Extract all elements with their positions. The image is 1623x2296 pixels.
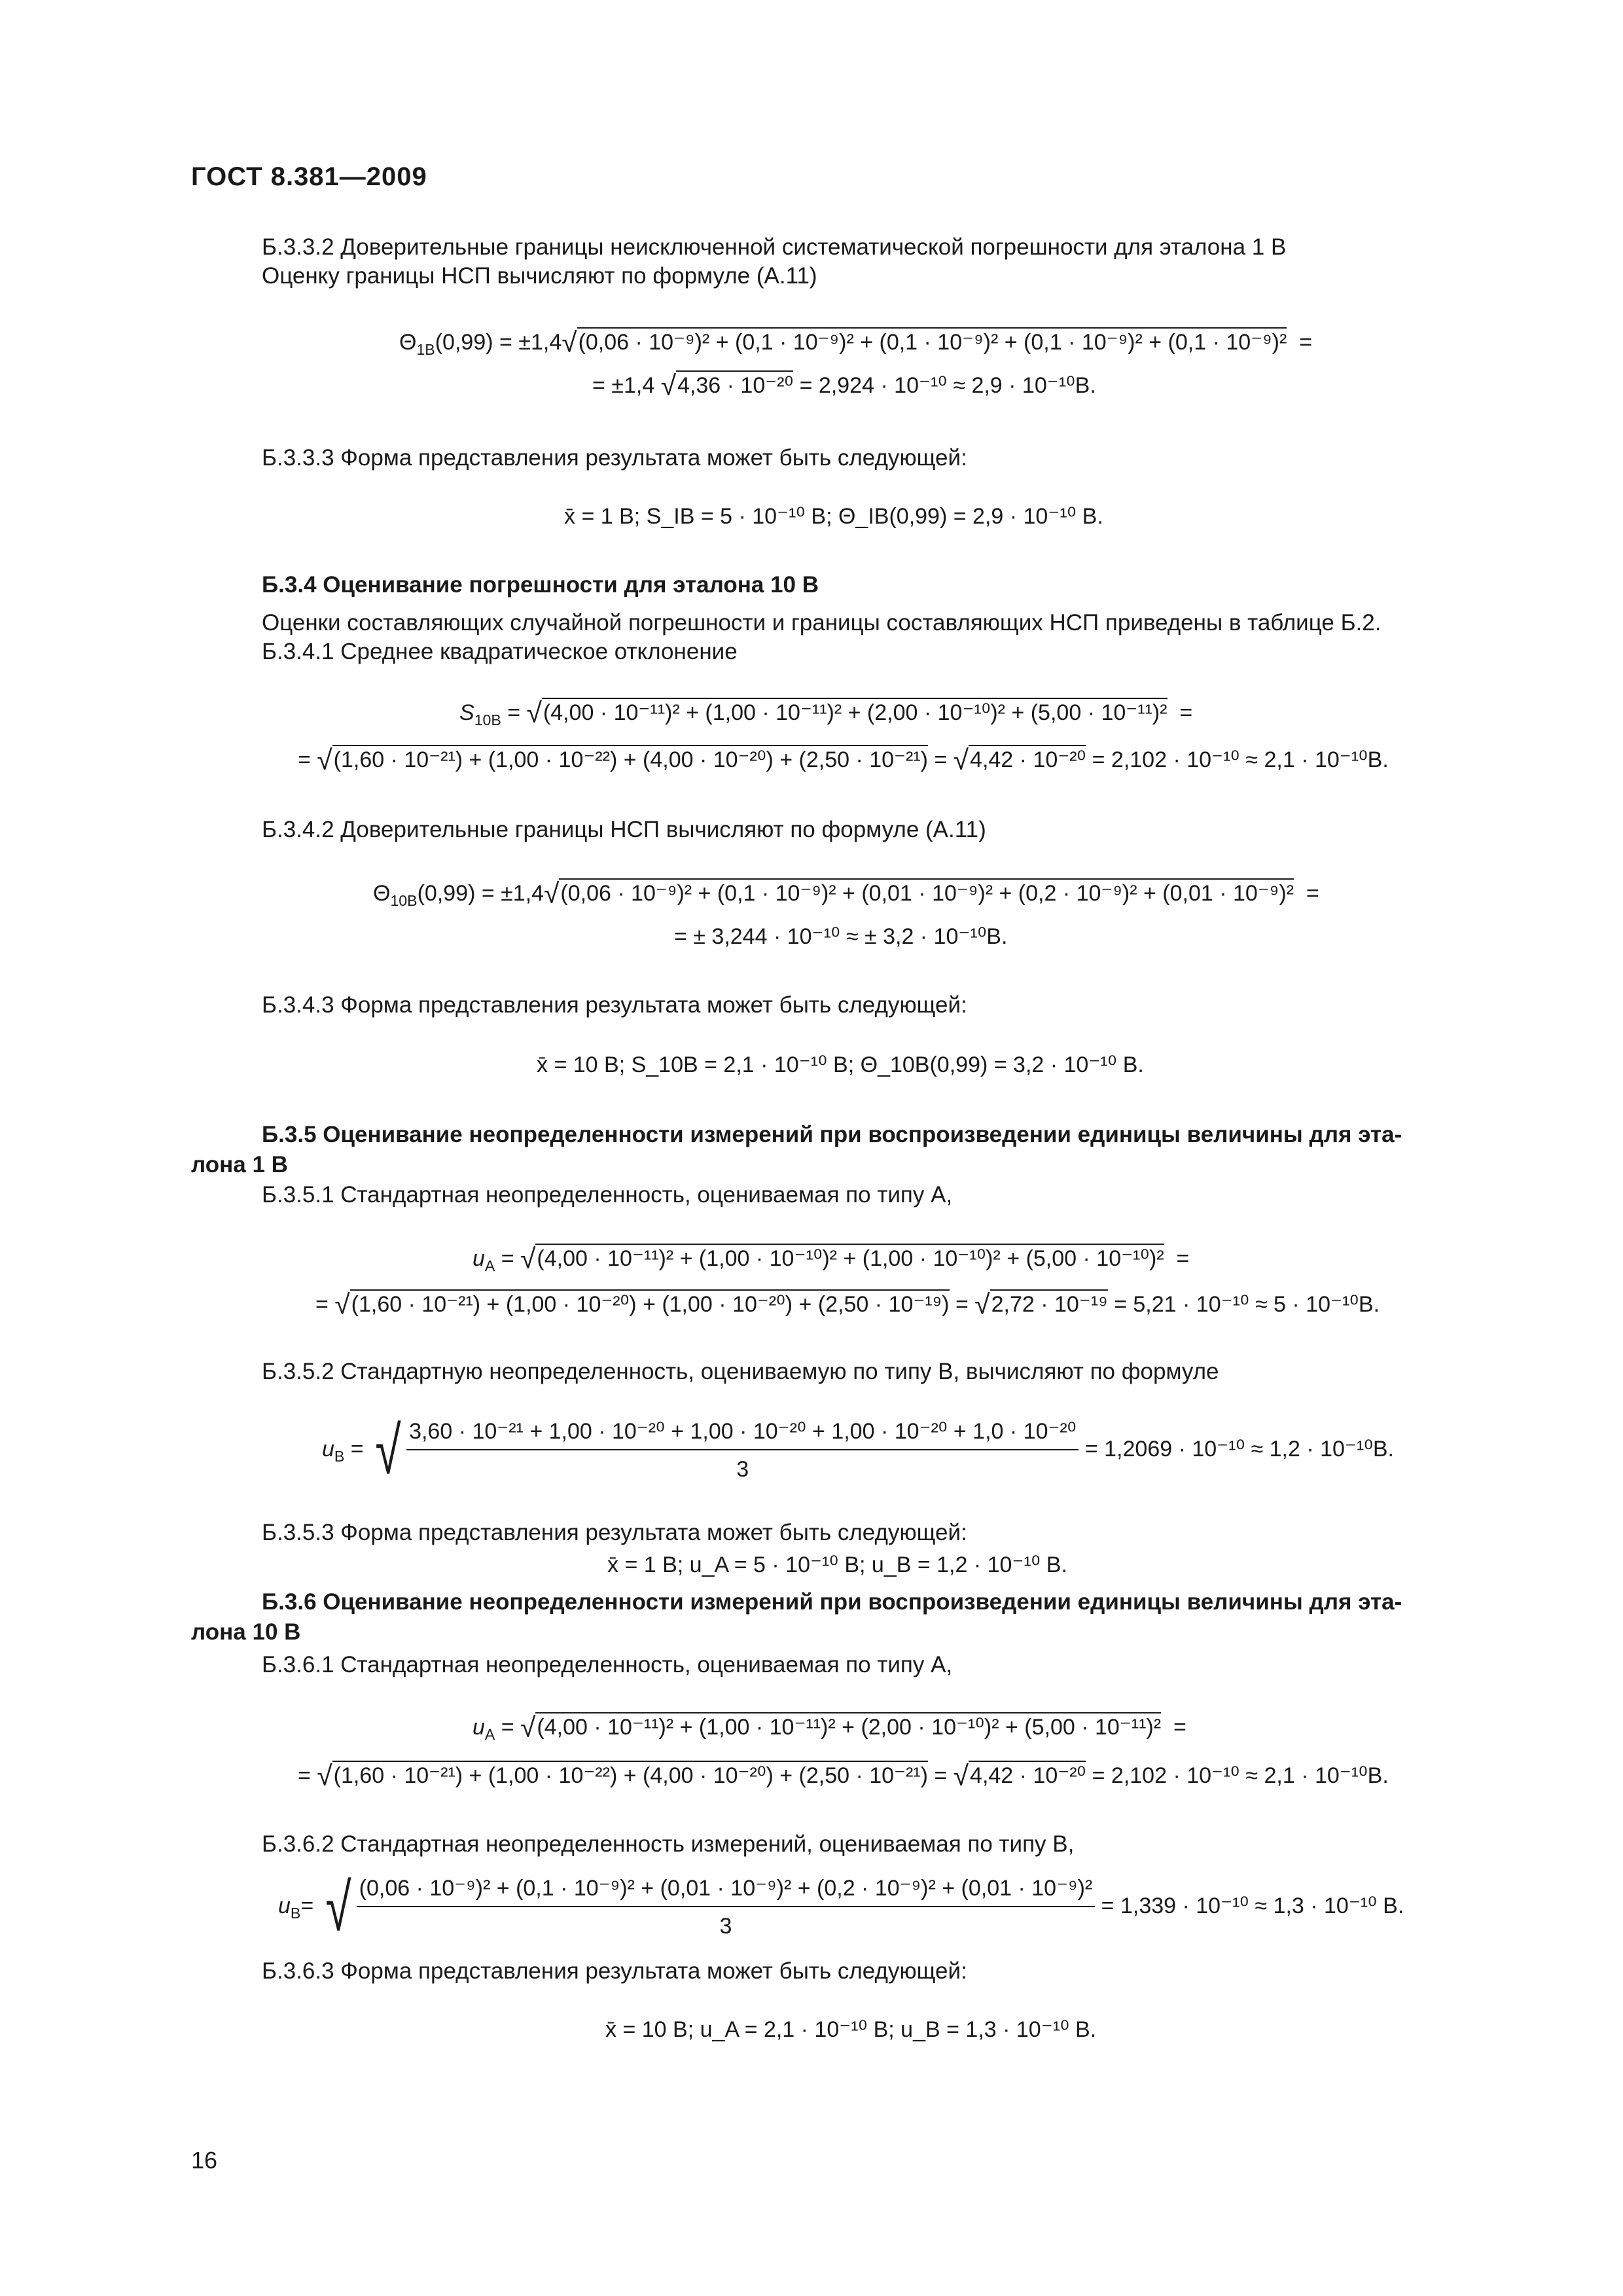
b342-formula-2: = ± 3,244 · 10⁻¹⁰ ≈ ± 3,2 · 10⁻¹⁰В. <box>674 924 1008 949</box>
b332-formula-1-radicand: (0,06 · 10⁻⁹)² + (0,1 · 10⁻⁹)² + (0,1 · 10⁻⁹)² + (0,1 · 10⁻⁹)² + (0,1 · 10⁻⁹)² <box>577 327 1287 355</box>
b35-heading-line1: Б.3.5 Оценивание неопределенности измерений при воспроизведении единицы величины для эта- <box>262 1122 1402 1147</box>
b332-formula-1: $\Theta_{1В}(0,99) = \pm 1,4√(0,06 \cdot 10^{-9})^2 + (0,1 \cdot 10^{-9})^2 + (0,1 \cdot 10^{-9})^2 + (0,1 \cdot 10^{-9})^2 + (0,1 \cdot 10^{-9})^2$ = <box>399 327 1313 359</box>
b351-formula-1: $u_A = √(4,00 \cdot 10^{-11})^2 + (1,00 \cdot 10^{-10})^2 + (1,00 \cdot 10^{-10})^2 + (5,00 \cdot 10^{-10})^2$ = <box>473 1244 1190 1275</box>
b362-formula: $u_B=$ √ (0,06 · 10⁻⁹)² + (0,1 · 10⁻⁹)² + (0,01 · 10⁻⁹)² + (0,2 · 10⁻⁹)² + (0,01 · 10⁻⁹)² 3 = 1,339 · 10⁻¹⁰ ≈ 1,3 · 10⁻¹⁰ В. <box>278 1870 1404 1945</box>
b341-formula-1: $S_{10B} = √(4,00 \cdot 10^{-11})^2 + (1,00 \cdot 10^{-11})^2 + (2,00 \cdot 10^{-10})^2 + (5,00 \cdot 10^{-11})^2$ = <box>459 698 1193 729</box>
b36-heading-line1: Б.3.6 Оценивание неопределенности измерений при воспроизведении единицы величины для эта- <box>262 1589 1402 1615</box>
b333-result: x̄ = 1 В; S_IB = 5 · 10⁻¹⁰ В; Θ_IB(0,99) = 2,9 · 10⁻¹⁰ В. <box>564 504 1103 529</box>
b363-title: Б.3.6.3 Форма представления результата может быть следующей: <box>262 1958 967 1984</box>
b342-title: Б.3.4.2 Доверительные границы НСП вычисляют по формуле (А.11) <box>262 817 986 842</box>
b332-line2: Оценку границы НСП вычисляют по формуле (А.11) <box>262 263 817 289</box>
b341-title: Б.3.4.1 Среднее квадратическое отклонение <box>262 639 738 664</box>
b351-formula-2: = √(1,60 · 10⁻²¹) + (1,00 · 10⁻²⁰) + (1,00 · 10⁻²⁰) + (2,50 · 10⁻¹⁹) = √2,72 · 10⁻¹⁹ = 5,21 · 10⁻¹⁰ ≈ 5 · 10⁻¹⁰В. <box>315 1289 1380 1321</box>
b352-formula: $u_B$ = √ 3,60 · 10⁻²¹ + 1,00 · 10⁻²⁰ + 1,00 · 10⁻²⁰ + 1,00 · 10⁻²⁰ + 1,0 · 10⁻²⁰ 3 = 1,2069 · 10⁻¹⁰ ≈ 1,2 · 10⁻¹⁰В. <box>322 1413 1394 1488</box>
b353-result: x̄ = 1 В; u_A = 5 · 10⁻¹⁰ В; u_B = 1,2 · 10⁻¹⁰ В. <box>607 1552 1067 1577</box>
b34-heading: Б.3.4 Оценивание погрешности для эталона 10 В <box>262 572 819 598</box>
b351-title: Б.3.5.1 Стандартная неопределенность, оцениваемая по типу А, <box>262 1182 953 1208</box>
b332-formula-2: = ±1,4 √4,36 · 10⁻²⁰ = 2,924 · 10⁻¹⁰ ≈ 2,9 · 10⁻¹⁰В. <box>592 370 1096 402</box>
page-number: 16 <box>191 2147 218 2174</box>
b343-result: x̄ = 10 В; S_10B = 2,1 · 10⁻¹⁰ В; Θ_10B(0,99) = 3,2 · 10⁻¹⁰ В. <box>537 1052 1144 1077</box>
b36-heading-line2: лона 10 В <box>191 1619 301 1645</box>
b361-formula-1: $u_A = √(4,00 \cdot 10^{-11})^2 + (1,00 \cdot 10^{-11})^2 + (2,00 \cdot 10^{-10})^2 + (5,00 \cdot 10^{-11})^2$ = <box>473 1712 1186 1744</box>
document-header: ГОСТ 8.381—2009 <box>191 162 427 191</box>
b363-result: x̄ = 10 В; u_A = 2,1 · 10⁻¹⁰ В; u_B = 1,3 · 10⁻¹⁰ В. <box>605 2017 1097 2042</box>
b332-title: Б.3.3.2 Доверительные границы неисключенной систематической погрешности для эталона 1 В <box>262 234 1287 260</box>
b342-formula-1: $\Theta_{10B}(0,99) = \pm 1,4√(0,06 \cdot 10^{-9})^2 + (0,1 \cdot 10^{-9})^2 + (0,01 \cdot 10^{-9})^2 + (0,2 \cdot 10^{-9})^2 + (0,01 \cdot 10^{-9})^2$ = <box>373 878 1319 910</box>
b352-title: Б.3.5.2 Стандартную неопределенность, оцениваемую по типу В, вычисляют по формуле <box>262 1359 1219 1384</box>
b361-title: Б.3.6.1 Стандартная неопределенность, оцениваемая по типу А, <box>262 1652 953 1677</box>
b353-title: Б.3.5.3 Форма представления результата может быть следующей: <box>262 1520 967 1545</box>
b362-title: Б.3.6.2 Стандартная неопределенность измерений, оцениваемая по типу В, <box>262 1831 1075 1857</box>
b35-heading-line2: лона 1 В <box>191 1152 288 1177</box>
b361-formula-2: = √(1,60 · 10⁻²¹) + (1,00 · 10⁻²²) + (4,00 · 10⁻²⁰) + (2,50 · 10⁻²¹) = √4,42 · 10⁻²⁰ = 2,102 · 10⁻¹⁰ ≈ 2,1 · 10⁻¹⁰В. <box>298 1761 1389 1792</box>
b34-intro: Оценки составляющих случайной погрешности и границы составляющих НСП приведены в таблице Б.2. <box>262 610 1382 636</box>
b341-formula-2: = √(1,60 · 10⁻²¹) + (1,00 · 10⁻²²) + (4,00 · 10⁻²⁰) + (2,50 · 10⁻²¹) = √4,42 · 10⁻²⁰ = 2,102 · 10⁻¹⁰ ≈ 2,1 · 10⁻¹⁰В. <box>298 745 1389 776</box>
b343-title: Б.3.4.3 Форма представления результата может быть следующей: <box>262 992 967 1018</box>
b333-title: Б.3.3.3 Форма представления результата может быть следующей: <box>262 445 967 471</box>
